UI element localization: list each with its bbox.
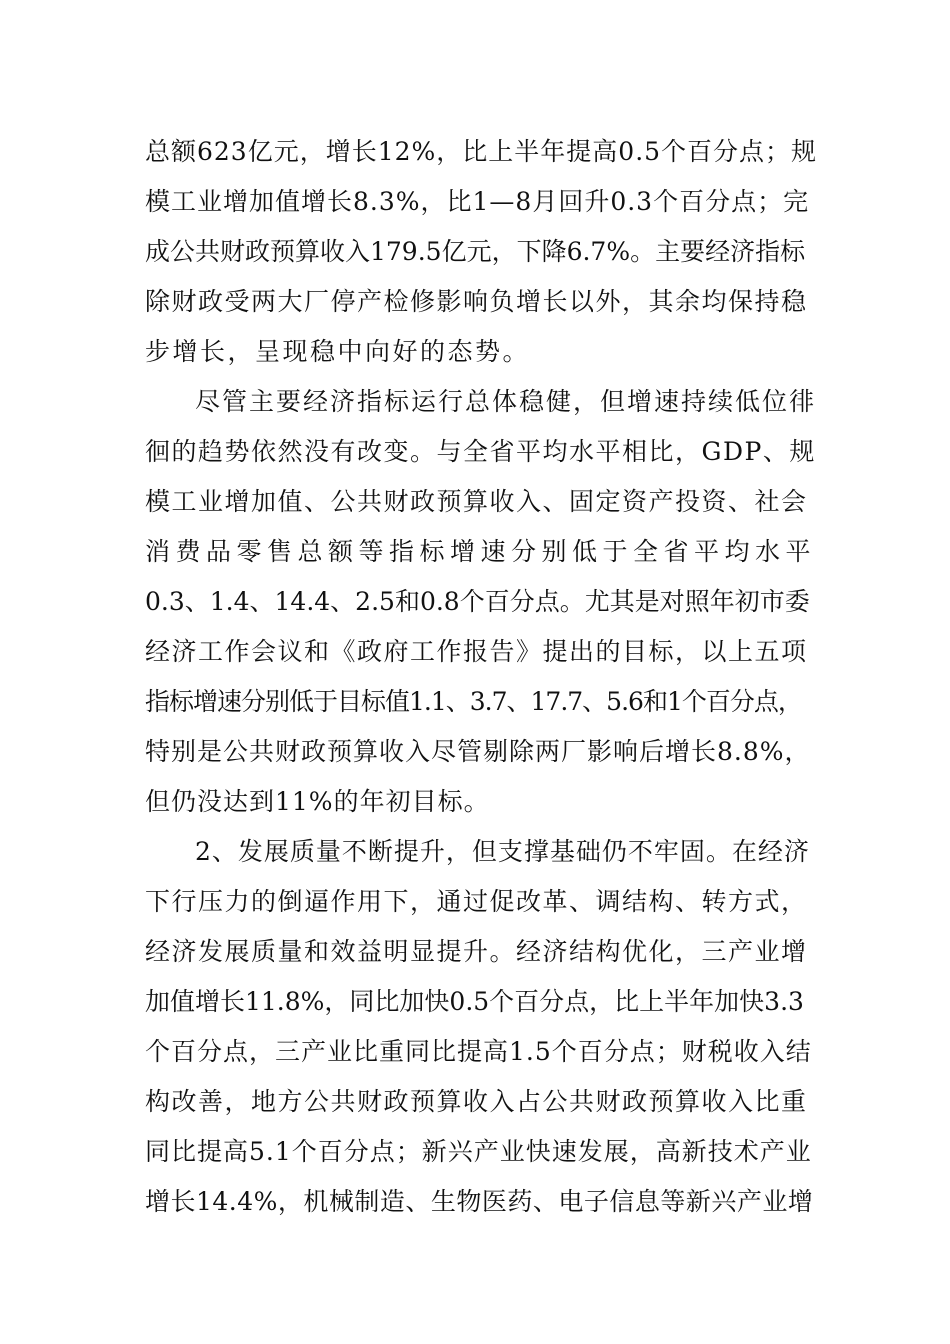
text-line: 增长14.4%，机械制造、生物医药、电子信息等新兴产业增 — [145, 1187, 814, 1216]
text-line: 0.3、1.4、14.4、2.5和0.8个百分点。尤其是对照年初市委 — [145, 587, 810, 616]
text-line: 总额623亿元，增长12%，比上半年提高0.5个百分点；规 — [145, 137, 818, 166]
text-line: 2、发展质量不断提升，但支撑基础仍不牢固。在经济 — [195, 837, 810, 866]
text-line: 模工业增加值、公共财政预算收入、固定资产投资、社会 — [145, 487, 808, 516]
text-line: 除财政受两大厂停产检修影响负增长以外，其余均保持稳 — [145, 287, 808, 316]
text-line: 个百分点，三产业比重同比提高1.5个百分点；财税收入结 — [145, 1037, 812, 1066]
text-line: 同比提高5.1个百分点；新兴产业快速发展，高新技术产业 — [145, 1137, 812, 1166]
text-line: 成公共财政预算收入179.5亿元，下降6.7%。主要经济指标 — [145, 237, 806, 266]
text-line: 特别是公共财政预算收入尽管剔除两厂影响后增长8.8%， — [145, 737, 811, 766]
text-line: 经济工作会议和《政府工作报告》提出的目标，以上五项 — [145, 637, 808, 666]
text-line: 尽管主要经济指标运行总体稳健，但增速持续低位徘 — [195, 387, 817, 416]
text-line: 下行压力的倒逼作用下，通过促改革、调结构、转方式， — [145, 887, 808, 916]
text-line: 模工业增加值增长8.3%，比1—8月回升0.3个百分点；完 — [145, 187, 810, 216]
document-body — [145, 127, 818, 1227]
text-line: 构改善，地方公共财政预算收入占公共财政预算收入比重 — [145, 1087, 808, 1116]
text-line: 加值增长11.8%，同比加快0.5个百分点，比上半年加快3.3 — [145, 987, 804, 1016]
text-line: 但仍没达到11%的年初目标。 — [145, 787, 490, 816]
text-line: 经济发展质量和效益明显提升。经济结构优化，三产业增 — [145, 937, 808, 966]
text-line: 步增长，呈现稳中向好的态势。 — [145, 337, 531, 366]
text-line: 徊的趋势依然没有改变。与全省平均水平相比，GDP、规 — [145, 437, 816, 466]
text-line: 消费品零售总额等指标增速分别低于全省平均水平 — [145, 537, 817, 566]
paragraph-2 — [145, 377, 817, 827]
text-line: 指标增速分别低于目标值1.1、3.7、17.7、5.6和1个百分点， — [145, 687, 802, 716]
paragraph-1 — [145, 127, 818, 377]
paragraph-3 — [145, 827, 814, 1227]
